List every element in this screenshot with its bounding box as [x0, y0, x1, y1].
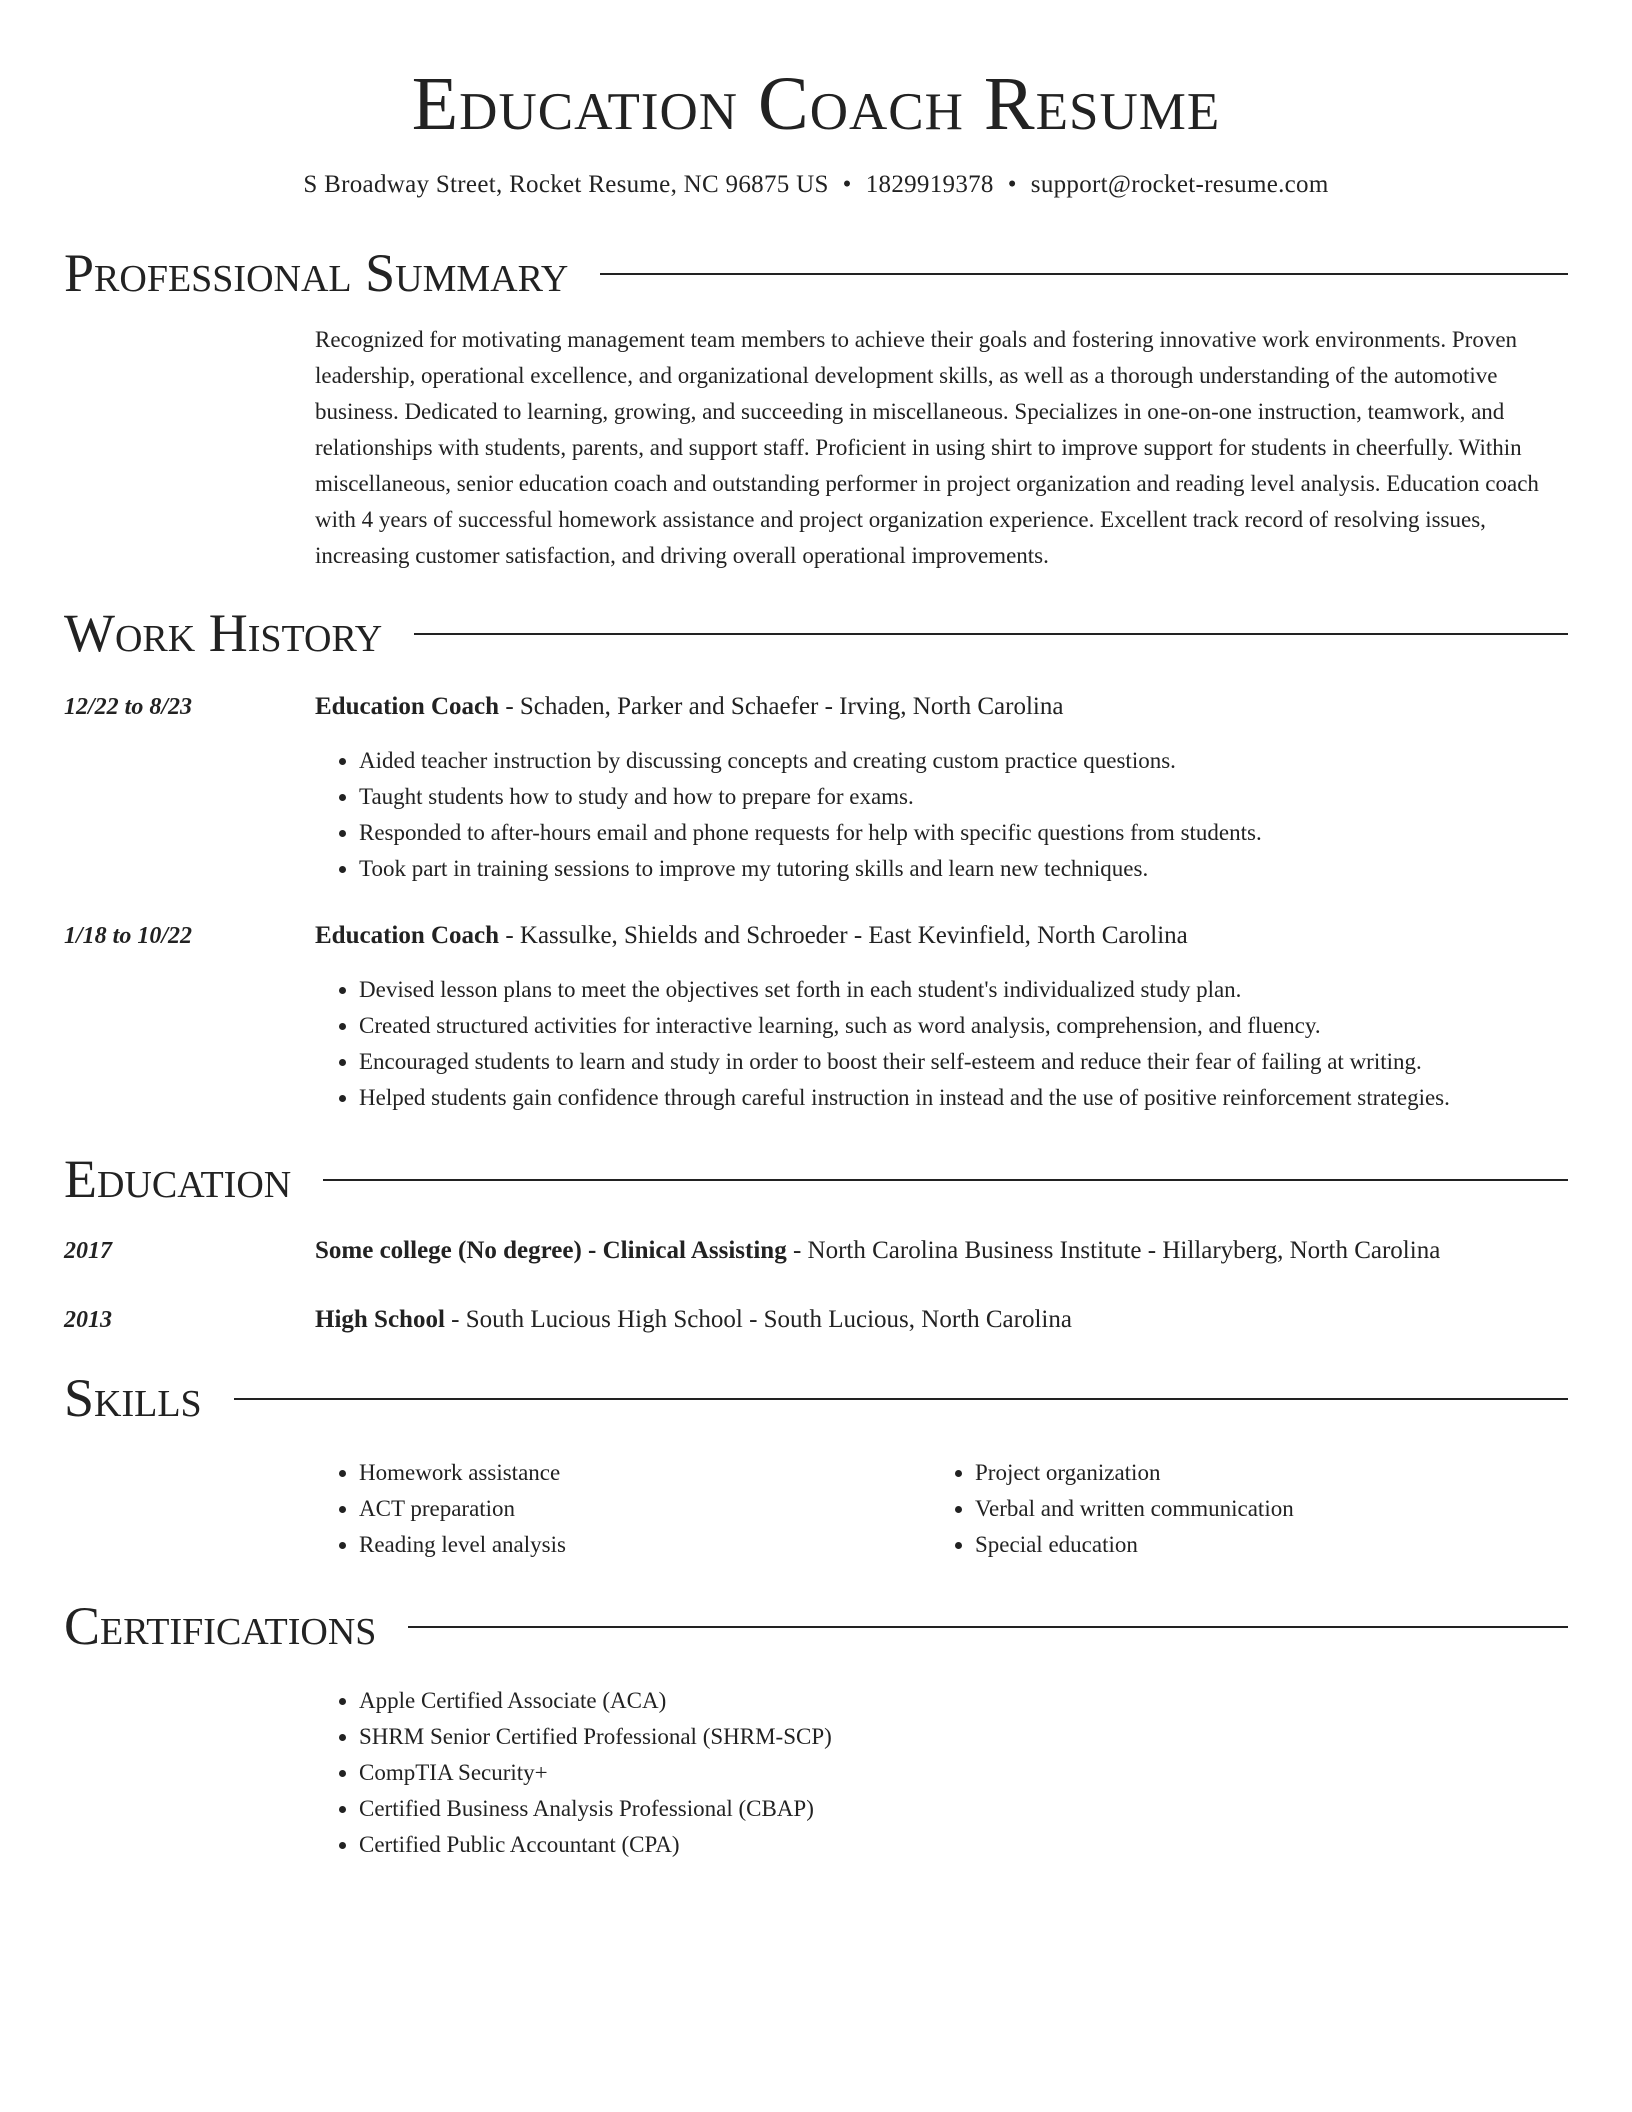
- education-entry: [64, 1303, 1568, 1337]
- skill-item: • Special education: [975, 1527, 1547, 1563]
- job-title: Education Coach: [315, 922, 500, 949]
- contact-phone: 1829919378: [865, 171, 994, 198]
- summary-heading: Professional Summary: [64, 243, 569, 303]
- education-degree: High School: [315, 1306, 445, 1333]
- section-divider: [234, 1398, 1568, 1400]
- certifications-left-gutter: [64, 1659, 315, 1863]
- job-entry: [64, 690, 1568, 887]
- resume-page: [64, 0, 1568, 1863]
- education-entry: [64, 1234, 1568, 1268]
- job-bullets: [315, 743, 1568, 887]
- contact-separator: •: [1007, 171, 1017, 198]
- education-line: [315, 1303, 1568, 1337]
- education-line: [315, 1234, 1568, 1268]
- skill-item: • Homework assistance: [359, 1455, 931, 1491]
- skill-item: • Verbal and written communication: [975, 1491, 1547, 1527]
- page-title: Education Coach Resume: [411, 62, 1221, 146]
- job-title-line: [315, 919, 1568, 953]
- skills-column-left: [315, 1455, 931, 1563]
- certification-item: • Certified Public Accountant (CPA): [359, 1827, 1568, 1863]
- skills-left-gutter: [64, 1431, 315, 1563]
- education-section-header: [64, 1146, 1568, 1212]
- job-details: - Kassulke, Shields and Schroeder - East Kevinfield, North Carolina: [499, 922, 1188, 949]
- job-details: - Schaden, Parker and Schaefer - Irving, North Carolina: [499, 693, 1064, 720]
- list-item: • Helped students gain confidence through careful instruction in instead and the use of positive reinforcement strategies.: [359, 1080, 1568, 1116]
- work-heading: Work History: [64, 603, 383, 663]
- work-section-header: [64, 600, 1568, 666]
- certification-item: • Apple Certified Associate (ACA): [359, 1683, 1568, 1719]
- skills-grid: [315, 1455, 1568, 1563]
- job-bullets: [315, 972, 1568, 1116]
- education-heading: Education: [64, 1149, 292, 1209]
- education-details: - North Carolina Business Institute - Hillaryberg, North Carolina: [786, 1237, 1441, 1264]
- job-entry: [64, 919, 1568, 1116]
- summary-left-gutter: [64, 306, 315, 574]
- certifications-list: [315, 1683, 1568, 1863]
- skills-column-right: [931, 1455, 1547, 1563]
- education-year: 2013: [64, 1307, 112, 1333]
- skill-item: • Project organization: [975, 1455, 1547, 1491]
- job-dates: 12/22 to 8/23: [64, 694, 193, 720]
- job-dates: 1/18 to 10/22: [64, 923, 193, 949]
- contact-email: support@rocket-resume.com: [1030, 171, 1329, 198]
- summary-text: Recognized for motivating management team members to achieve their goals and fostering innovative work environments. Proven leadership, operational excellence, and organizational development skills, as well as a thorough understanding of the automotive business. Dedicated to learning, growing, and succeeding in miscellaneous. Specializes in one-on-one instruction, teamwork, and relationships with students, parents, and support staff. Proficient in using shirt to improve support for students in cheerfully. Within miscellaneous, senior education coach and outstanding performer in project organization and reading level analysis. Education coach with 4 years of successful homework assistance and project organization experience. Excellent track record of resolving issues, increasing customer satisfaction, and driving overall operational improvements.: [315, 327, 1539, 568]
- list-item: • Created structured activities for interactive learning, such as word analysis, comprehension, and fluency.: [359, 1008, 1568, 1044]
- list-item: • Encouraged students to learn and study in order to boost their self-esteem and reduce their fear of failing at writing.: [359, 1044, 1568, 1080]
- job-title: Education Coach: [315, 693, 500, 720]
- skills-list: [315, 1455, 931, 1563]
- section-divider: [414, 633, 1568, 635]
- list-item: • Responded to after-hours email and phone requests for help with specific questions from students.: [359, 815, 1568, 851]
- skills-heading: Skills: [64, 1368, 202, 1428]
- certifications-heading: Certifications: [64, 1596, 377, 1656]
- skill-item: • Reading level analysis: [359, 1527, 931, 1563]
- skills-section-header: [64, 1365, 1568, 1431]
- education-details: - South Lucious High School - South Lucious, North Carolina: [444, 1306, 1072, 1333]
- skills-row: [64, 1431, 1568, 1563]
- list-item: • Taught students how to study and how to prepare for exams.: [359, 779, 1568, 815]
- certification-item: • CompTIA Security+: [359, 1755, 1568, 1791]
- contact-line: [64, 168, 1568, 202]
- list-item: • Devised lesson plans to meet the objectives set forth in each student's individualized study plan.: [359, 972, 1568, 1008]
- section-divider: [600, 273, 1568, 275]
- certifications-row: [64, 1659, 1568, 1863]
- section-divider: [323, 1179, 1568, 1181]
- education-degree: Some college (No degree) - Clinical Assisting: [315, 1237, 787, 1264]
- section-divider: [408, 1626, 1568, 1628]
- skills-list: [931, 1455, 1547, 1563]
- contact-separator: •: [842, 171, 852, 198]
- certifications-section-header: [64, 1593, 1568, 1659]
- summary-section-header: [64, 240, 1568, 306]
- skill-item: • ACT preparation: [359, 1491, 931, 1527]
- list-item: • Aided teacher instruction by discussing concepts and creating custom practice questions.: [359, 743, 1568, 779]
- contact-address: S Broadway Street, Rocket Resume, NC 96875 US: [303, 171, 829, 198]
- education-year: 2017: [64, 1238, 112, 1264]
- summary-row: [64, 306, 1568, 574]
- certification-item: • SHRM Senior Certified Professional (SHRM-SCP): [359, 1719, 1568, 1755]
- job-title-line: [315, 690, 1568, 724]
- certification-item: • Certified Business Analysis Professional (CBAP): [359, 1791, 1568, 1827]
- list-item: • Took part in training sessions to improve my tutoring skills and learn new techniques.: [359, 851, 1568, 887]
